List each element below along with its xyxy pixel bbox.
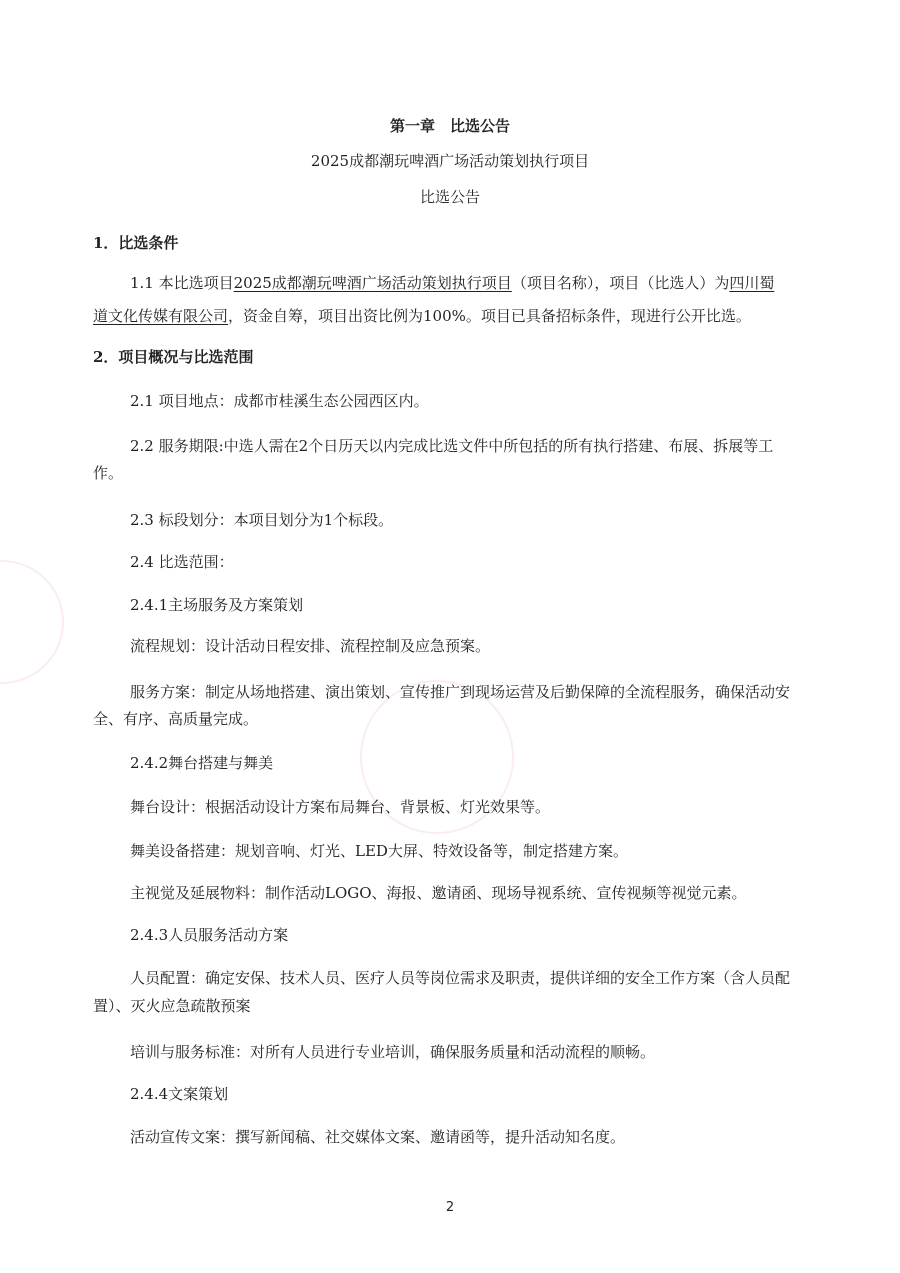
section-1-heading: 1．比选条件: [93, 234, 179, 252]
section-2-4-3: 2.4.3人员服务活动方案: [130, 926, 289, 944]
chapter-title: 第一章 比选公告: [389, 117, 510, 135]
para-staffing-line1: 人员配置：确定安保、技术人员、医疗人员等岗位需求及职责，提供详细的安全工作方案（含人员配: [130, 969, 791, 987]
section-1-1-line2: [93, 306, 751, 326]
s1-1-owner-part1: 四川蜀: [729, 274, 775, 292]
para-training: 培训与服务标准：对所有人员进行专业培训，确保服务质量和活动流程的顺畅。: [130, 1043, 656, 1061]
para-service-plan-line1: 服务方案：制定从场地搭建、演出策划、宣传推广到现场运营及后勤保障的全流程服务，确保活动安: [130, 683, 791, 701]
section-2-4-4: 2.4.4文案策划: [130, 1085, 229, 1103]
s1-1-prefix: 1.1 本比选项目: [130, 274, 234, 292]
section-2-2-line1: 2.2 服务期限:中选人需在2个日历天以内完成比选文件中所包括的所有执行搭建、布展、拆展等工: [130, 437, 774, 455]
section-2-4-1: 2.4.1主场服务及方案策划: [130, 596, 304, 614]
faint-seal-left: [0, 560, 64, 684]
s1-1-owner-part2: 道文化传媒有限公司: [93, 307, 229, 325]
project-title: 2025成都潮玩啤酒广场活动策划执行项目: [310, 152, 590, 170]
section-2-1: 2.1 项目地点：成都市桂溪生态公园西区内。: [130, 392, 429, 410]
section-2-heading: 2．项目概况与比选范围: [93, 348, 254, 366]
page-number: 2: [445, 1200, 455, 1215]
para-flow-planning: 流程规划：设计活动日程安排、流程控制及应急预案。: [130, 637, 491, 655]
para-equipment-setup: 舞美设备搭建：规划音响、灯光、LED大屏、特效设备等，制定搭建方案。: [130, 842, 628, 860]
section-2-3: 2.3 标段划分：本项目划分为1个标段。: [130, 511, 394, 529]
section-2-4-2: 2.4.2舞台搭建与舞美: [130, 754, 274, 772]
s1-1-mid: （项目名称），项目（比选人）为: [511, 274, 730, 292]
s1-1-project-name: 2025成都潮玩啤酒广场活动策划执行项目: [233, 274, 512, 292]
s1-1-suffix: ，资金自筹，项目出资比例为100%。项目已具备招标条件，现进行公开比选。: [228, 307, 751, 325]
section-1-1-line1: [130, 273, 774, 293]
section-2-2-line2: 作。: [93, 464, 124, 482]
para-copywriting: 活动宣传文案：撰写新闻稿、社交媒体文案、邀请函等，提升活动知名度。: [130, 1128, 626, 1146]
para-staffing-line2: 置）、灭火应急疏散预案: [93, 997, 251, 1015]
section-2-4: 2.4 比选范围：: [130, 553, 234, 571]
notice-title: 比选公告: [419, 188, 480, 206]
para-stage-design: 舞台设计：根据活动设计方案布局舞台、背景板、灯光效果等。: [130, 798, 551, 816]
para-main-visual: 主视觉及延展物料：制作活动LOGO、海报、邀请函、现场导视系统、宣传视频等视觉元素。: [130, 884, 747, 902]
para-service-plan-line2: 全、有序、高质量完成。: [93, 710, 259, 728]
